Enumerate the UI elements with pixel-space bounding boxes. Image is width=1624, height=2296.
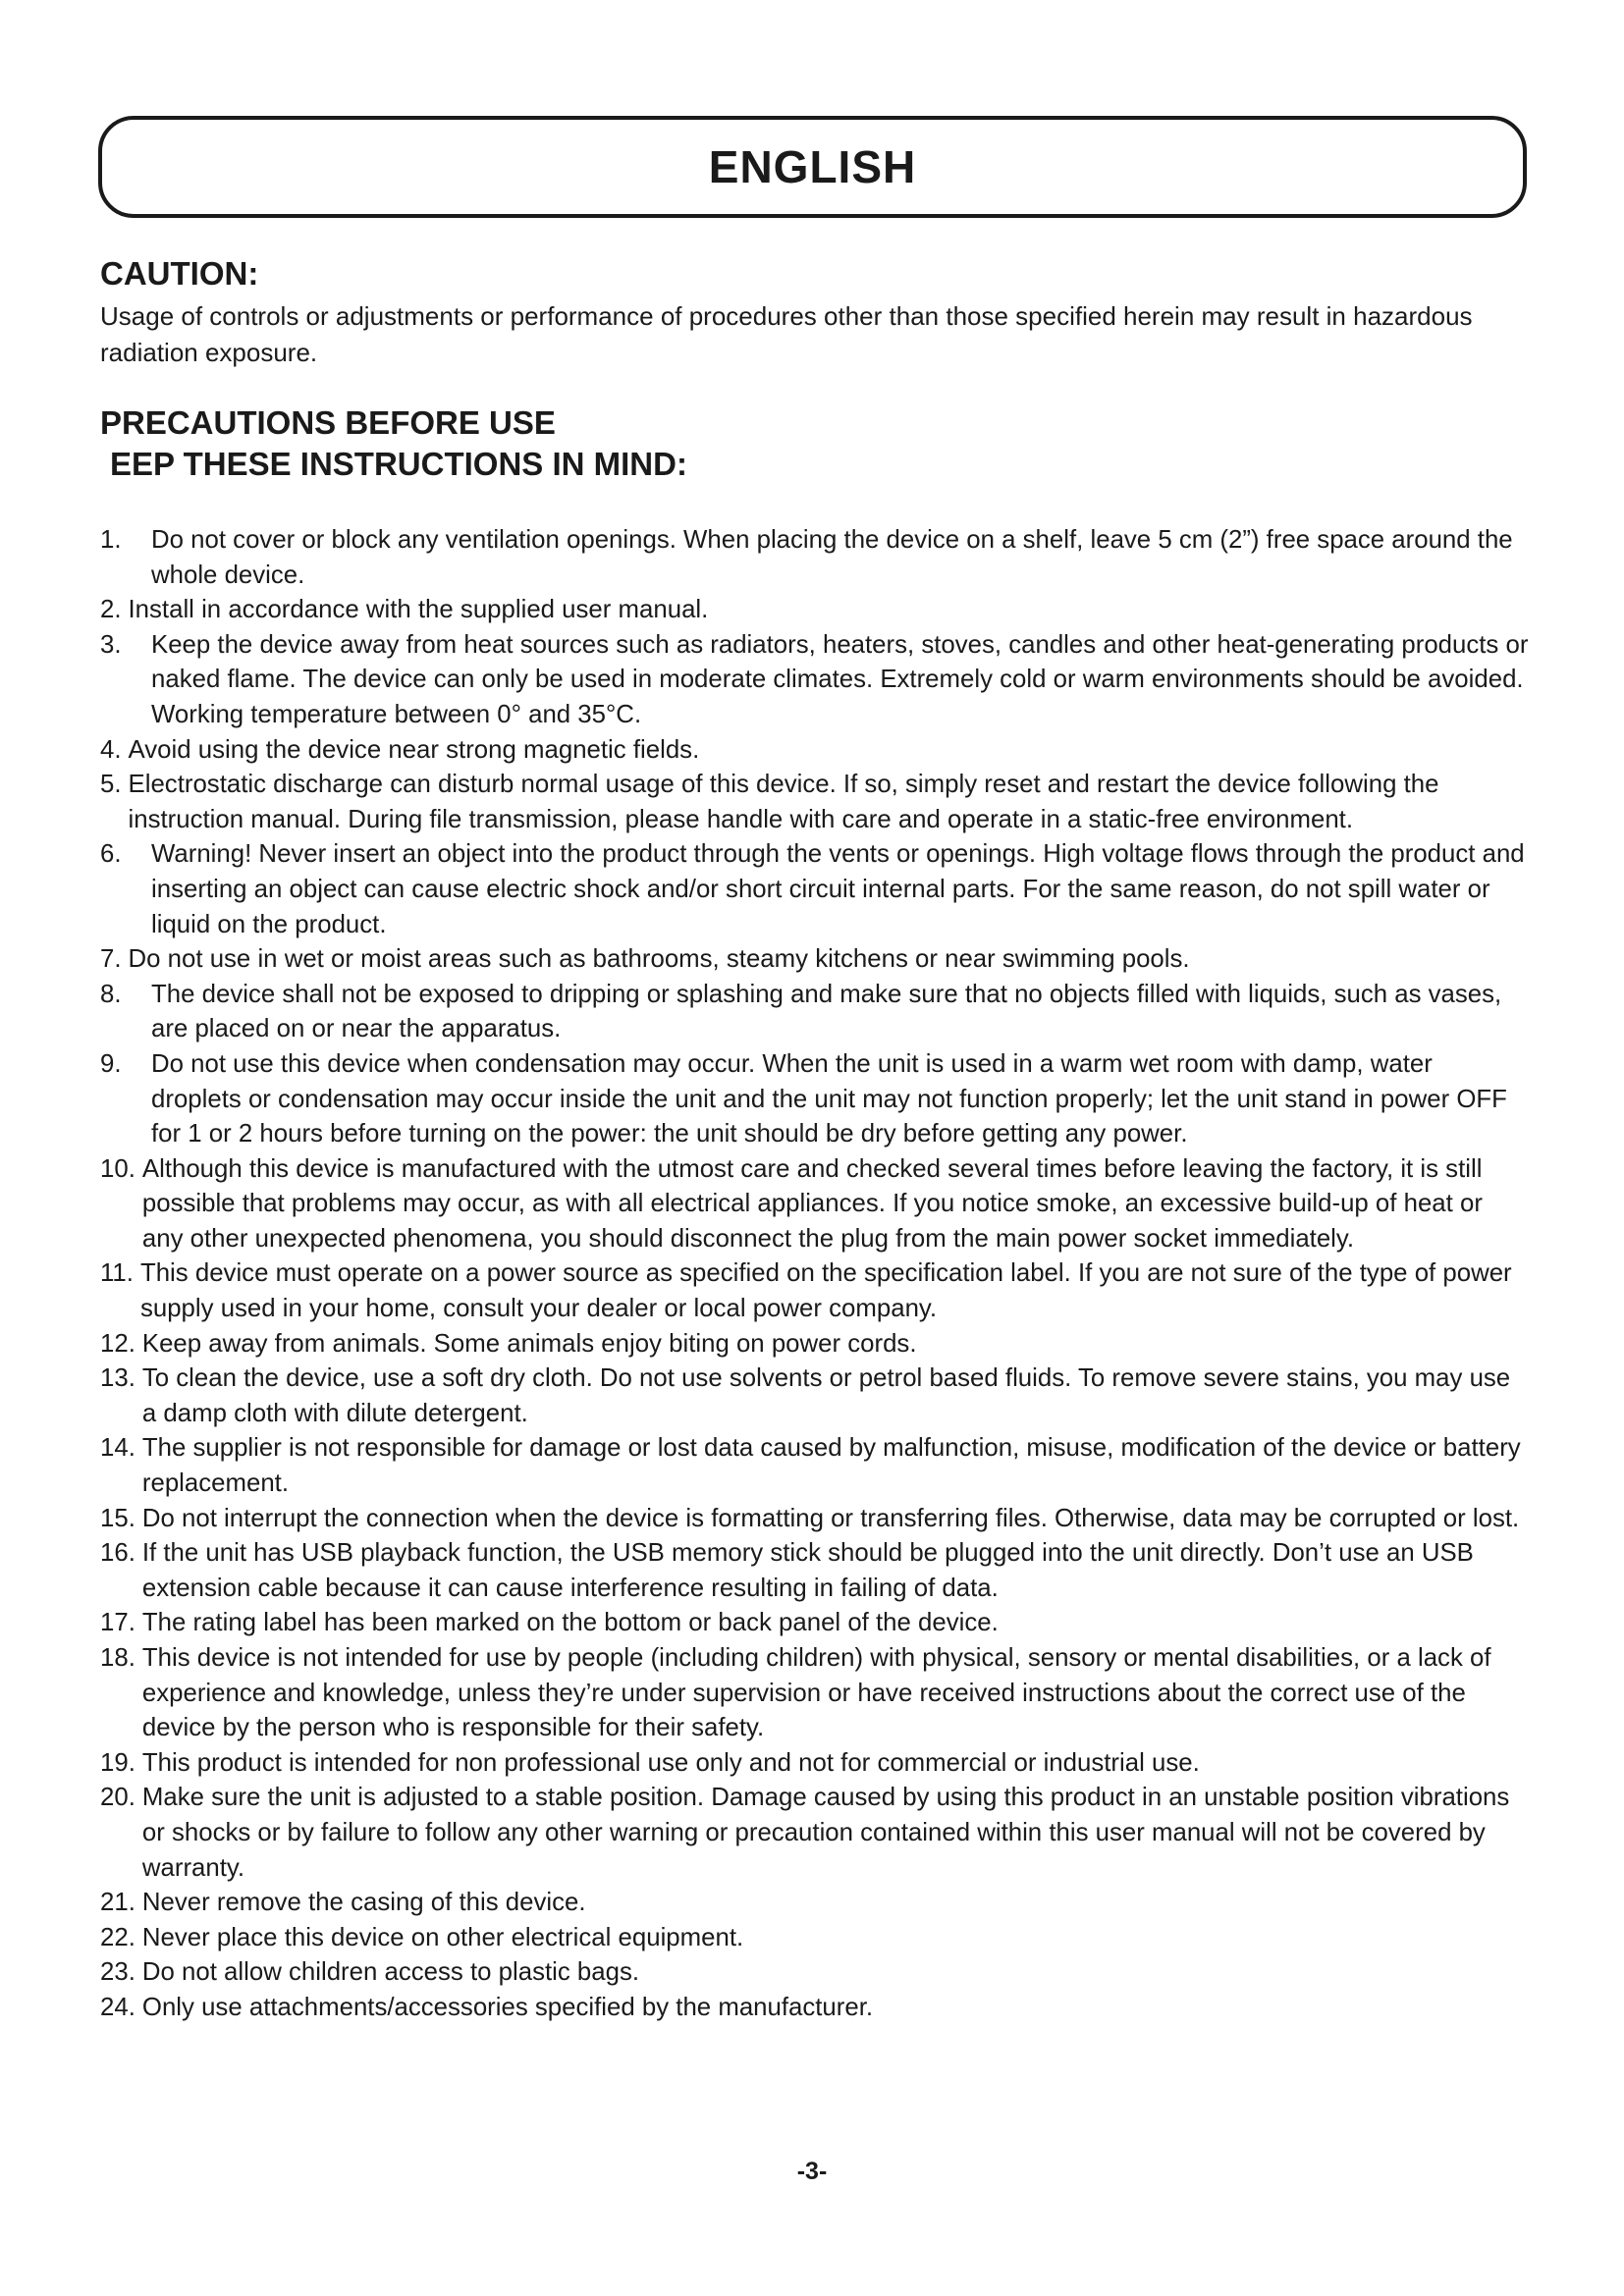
list-item-number: 17. [100,1609,135,1637]
list-item-text: To clean the device, use a soft dry cloth. Do not use solvents or petrol based fluids. To remove severe stains, you may use a damp cloth with dilute detergent. [141,1364,1511,1427]
precautions-subheading: EEP THESE INSTRUCTIONS IN MIND: [110,446,687,482]
list-item-text: The rating label has been marked on the bottom or back panel of the device. [141,1609,999,1637]
list-item-text: This device must operate on a power source as specified on the specification label. If you are not sure of the type of power supply used in your home, consult your dealer or local power company. [139,1259,1512,1323]
list-item [100,1991,1529,2026]
list-item-number: 9. [100,1049,122,1078]
list-item-text: Only use attachments/accessories specified by the manufacturer. [141,1993,874,2021]
list-item-number: 4. [100,735,122,764]
list-item [100,628,1529,733]
banner-title: ENGLISH [708,141,917,192]
list-item-text: Keep away from animals. Some animals enjoy biting on power cords. [141,1329,917,1358]
list-item-number: 23. [100,1958,135,1987]
list-item-text: Avoid using the device near strong magnetic fields. [128,735,700,764]
list-item-text: Do not allow children access to plastic bags. [141,1958,640,1987]
list-item-number: 14. [100,1434,135,1463]
list-item [100,593,1529,628]
list-item [100,837,1529,942]
list-item [100,733,1529,769]
list-item-number: 3. [100,630,122,659]
list-item-text: If the unit has USB playback function, the USB memory stick should be plugged into the unit directly. Don’t use an USB extension cable because it can cause interference resulting in failing of data. [141,1539,1474,1602]
list-item-number: 10. [100,1154,135,1183]
list-item-text: Do not interrupt the connection when the device is formatting or transferring files. Otherwise, data may be corrupted or lost. [141,1504,1520,1532]
list-item-text: This product is intended for non professional use only and not for commercial or industrial use. [141,1748,1200,1777]
list-item-number: 22. [100,1923,135,1951]
caution-heading: CAUTION: [100,255,259,292]
list-item [100,1606,1529,1641]
list-item-text: Keep the device away from heat sources such as radiators, heaters, stoves, candles and other heat-generating products or naked flame. The device can only be used in moderate climates. Extremely cold or warm environments should be avoided. Working temperature between 0° and 35°C. [151,630,1529,728]
list-item [100,1955,1529,1991]
caution-text: Usage of controls or adjustments or performance of procedures other than those specified herein may result in hazardous radiation exposure. [100,301,1473,367]
list-item [100,1781,1529,1886]
list-item-text: Warning! Never insert an object into the product through the vents or openings. High voltage flows through the product and inserting an object can cause electric shock and/or short circuit internal parts. For the same reason, do not spill water or liquid on the product. [151,840,1525,938]
list-item [100,523,1529,593]
list-item [100,1641,1529,1746]
list-item [100,1047,1529,1152]
list-item-number: 24. [100,1993,135,2021]
list-item [100,1536,1529,1606]
list-item-text: Electrostatic discharge can disturb normal usage of this device. If so, simply reset and restart the device following the instruction manual. During file transmission, please handle with care and operate in a static-free environment. [128,771,1439,833]
caution-section [100,253,1543,371]
list-item-number: 15. [100,1504,135,1532]
precautions-heading-block [100,402,1543,485]
list-item-text: Do not use in wet or moist areas such as bathrooms, steamy kitchens or near swimming pools. [128,945,1190,974]
list-item-number: 7. [100,945,122,974]
list-item [100,1327,1529,1362]
list-item [100,1152,1529,1257]
list-item-text: This device is not intended for use by people (including children) with physical, sensory or mental disabilities, or a lack of experience and knowledge, unless they’re under supervision or have received instructions about the correct use of the device by the person who is responsible for their safety. [141,1644,1491,1742]
list-item-text: Make sure the unit is adjusted to a stable position. Damage caused by using this product in an unstable position vibrations or shocks or by failure to follow any other warning or precaution contained within this user manual will not be covered by warranty. [141,1784,1510,1882]
list-item [100,1256,1529,1326]
list-item-text: Do not use this device when condensation may occur. When the unit is used in a warm wet room with damp, water droplets or condensation may occur inside the unit and the unit may not function properly; let the unit stand in power OFF for 1 or 2 hours before turning on the power: the unit should be dry before getting any power. [151,1049,1507,1148]
list-item [100,1886,1529,1921]
list-item-text: The device shall not be exposed to dripping or splashing and make sure that no objects filled with liquids, such as vases, are placed on or near the apparatus. [151,980,1502,1043]
list-item-number: 2. [100,596,122,624]
list-item-number: 21. [100,1889,135,1917]
list-item-text: Never remove the casing of this device. [141,1889,586,1917]
list-item-number: 8. [100,980,122,1008]
language-banner [98,116,1527,218]
list-item [100,978,1529,1047]
list-item [100,1362,1529,1431]
list-item-text: Never place this device on other electrical equipment. [141,1923,744,1951]
page-number: -3- [796,2158,828,2185]
list-item-number: 16. [100,1539,135,1568]
list-item [100,1746,1529,1782]
list-item-number: 11. [100,1259,134,1288]
list-item-number: 5. [100,771,122,799]
list-item-number: 12. [100,1329,135,1358]
precautions-heading: PRECAUTIONS BEFORE USE [100,404,556,441]
list-item-number: 1. [100,526,122,554]
list-item-number: 20. [100,1784,135,1812]
list-item-number: 6. [100,840,122,869]
list-item-text: The supplier is not responsible for damage or lost data caused by malfunction, misuse, modification of the device or battery replacement. [141,1434,1521,1498]
list-item [100,1502,1529,1537]
list-item-text: Install in accordance with the supplied user manual. [128,596,709,624]
list-item [100,1921,1529,1956]
list-item [100,768,1529,837]
list-item-text: Do not cover or block any ventilation openings. When placing the device on a shelf, leave 5 cm (2”) free space around the whole device. [151,526,1513,589]
precautions-list [100,523,1529,2026]
list-item [100,942,1529,978]
list-item-number: 19. [100,1748,135,1777]
list-item-number: 18. [100,1644,135,1672]
list-item-text: Although this device is manufactured with the utmost care and checked several times before leaving the factory, it is still possible that problems may occur, as with all electrical appliances. If you notice smoke, an excessive build-up of heat or any other unexpected phenomena, you should disconnect the plug from the main power socket immediately. [141,1154,1483,1253]
list-item [100,1431,1529,1501]
list-item-number: 13. [100,1364,135,1393]
